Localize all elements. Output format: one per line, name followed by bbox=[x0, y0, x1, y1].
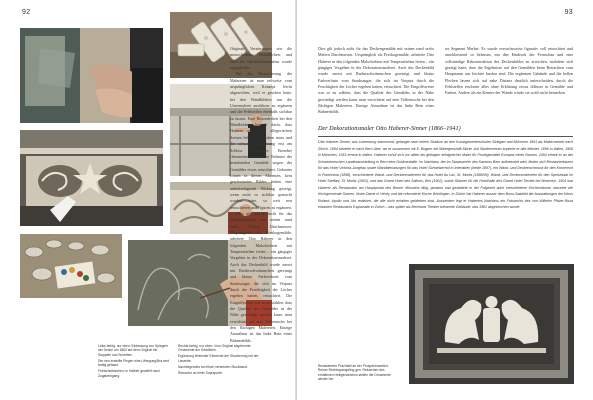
paragraph: Dies gilt jedoch nicht für das Deckengemälde mit seinen rund sechs Metern Durchmesser. Ursprünglich als Freskogemälde, arbeitete Otto Haberer in den folgenden Malschichten mit Temperafarben freien – ein gängiges Vorgehen in der Dekorationsmalerei. Auch das Deckenbild wurde zuerst mit Radierschwämmchen gereinigt und kleine Farbverluste vom Staubsauger, die sich im Verputz durch die Feuchtigkeit der Löcher ergeben hatten, retuschiert. Die Eingriffsweise war so zu wählen, dass die Qualität des Gemäldes in der Nähe gewürdigt werden kann, man verrichtete auf eine Vollretusche bei den flächigen Malereien. Einzige Ausnahme ist das linke Bein eines Bühnenbilds. bbox=[230, 210, 292, 343]
photo-lions-heraldic-panel bbox=[409, 264, 574, 384]
caption-text: Links farbig, nur oben: Einfassung von Spiegeln der Decke um 1862 auf dem Original mit Stuppeln und Scheiben. bbox=[98, 344, 168, 357]
body-text-column-3 bbox=[445, 46, 573, 108]
caption-left-col1 bbox=[98, 344, 170, 380]
caption-text: Ergänzung fehlender Elemente der Stuckierung mit der Lanzette. bbox=[178, 354, 259, 363]
caption-text: Rechts farbig, nur oben: Vom Original abgeformte Ornamente am Gewölben. bbox=[178, 344, 251, 353]
body-text-column-1 bbox=[230, 46, 292, 342]
photo-restorer-hands-wall bbox=[20, 28, 163, 123]
photo-paint-pots-palette bbox=[20, 234, 122, 298]
caption-text: Retusche an einer Supraporte. bbox=[178, 370, 223, 375]
box-biography-text: Otto Haberer-Sinner, aus Lotzenburg stammend, gelangte nach einem Studium an den Kunstgewerbeschulen Stuttgart und München 1891 als Malermeister nach Zürich. 1894 siedelte er nach Bern über, wo er zusammen mit E. Bogner ein Malergeschäft führte. Auf Studienreisen kopierte er alte Meister, 1896 in Italien, 1908 in München, 1915 erneut in Italien. Haberer schuf sich vor allem als gefragter erfolgreicher Maler für Prunkgemälde Europas einen Namen. 1904 erhielt er an der Schweizerischen Landesausstellung in Bern eine Goldmedaille. Im Nachlass, der im Staatsarchiv des Kantons Bern aufbewahrt wird, finden sich Restaurierkizzen für das Hotel Victoria-Jungfrau sowie Wandbemalungen für das Hotel Schweizerhof in Interlaken (beide 1897), ein Wand- und Deckenschmuck für den Kronenhof in Pontresina (1898), verschiedene Wand- und Deckenmalereien für das Hotel du Lac, St. Moritz (1898/99), Wand- und Deckenmalereien für den Speisesaal im Hotel Steffani, St. Moritz (1902), und das Grand Hotel des Salines, Bex (1902), sowie Skizzen für die Hotelhalle des Grand Hotel Territet bei Montreux. 1904 war Haberer als Restaurator am Hauptportal des Berner Münsters tätig, gewann und gestaltete in der Folgezeit auch verschiedene Kirchenräume, darunter die Kirchgemeinde Sarnen, Notre-Dame in Vevey und die reformierte Kirche Wohlingen. In Zürich hat Haberer ausser dem Bonn-Saalbild die Ausstattungen der Kinos Roland, Apollo und Uto realisiert, die alle nicht erhalten geblieben sind. Ausserdem legt er Haberers Nachlass ein Fotoarchiv des von Wilhelm Pfister-Rosa erbauten Restaurants Esplanade in Zürich – das später als Bernhard Theater bekannte Gebäude, das 1981 abgebrochen wurde. bbox=[318, 140, 573, 209]
box-rule bbox=[318, 136, 573, 137]
page-number-right: 93 bbox=[564, 9, 573, 16]
paragraph: Originale Verzierungen wie die monochromen Wandflächen, und auch die Oberflächenstruktur wurde angeglichen. bbox=[230, 46, 292, 71]
paragraph: Dies gilt jedoch nicht für das Deckengemälde mit seinen rund sechs Metern Durchmesser. Ursprünglich als Freskogemälde, arbeitete Otto Haberer in den folgenden Malschichten mit Temperafarben freien – ein gängiges Vorgehen in der Dekorationsmalerei. Auch das Deckenbild wurde zuerst mit Radierschwämmchen gereinigt und kleine Farbverluste vom Staubsauger, die sich im Verputz durch die Feuchtigkeit der Löcher ergeben hatten, retuschiert. Die Eingriffsweise war so zu wählen, dass die Qualität des Gemäldes in der Nähe gewürdigt werden kann, man verrichtete auf eine Vollretusche bei den flächigen Malereien. Einzige Ausnahme ist das linke Bein eines Bühnenbilds. bbox=[318, 46, 434, 115]
caption-text: Nachfolgendes am frisch versetzten Stuckband. bbox=[178, 364, 248, 369]
caption-right: Restaurierter Prachtstil an der Prospektrosetten: Reiner Rechtsgrengeling gen. Retuschen des erhaltenen Heiligenzeichns stellen die Ornamente wieder her. bbox=[318, 364, 391, 382]
body-text-column-2 bbox=[318, 46, 434, 115]
photo-star-stucco-frieze bbox=[20, 130, 163, 226]
paragraph: Bei der Restaurierung der Malereien ist man teilweise vom ursprünglichen Konzept leicht abgewichen, weil er gesehen hatte, bei den Wandbildern nur die Untermalerei ausführen zu ergänzen und die Fehlstellen ebenfalls sichtbar zu lassen. Eine Besonderheit bei den Wandbildern bestellt darin, dass Haberer zuerst die allegorischen Szenen hell gemalt haben muss und die schwarze Ausfassung erst am Schluss hinzufügte. Einzelne Ornamente wurden im Rahmen der bestehenden Gemälde wegen der Gemäldes etwas retuschiert. Gebauter Linien in diesen Akzenten, kein geschwärztes Bildes hätten eine unbefriedigende Wirkung gezeigt, wenn nicht so sichtbar gemacht worden wäre, so weit neu retuschieren und Figuren zu ergänzen. bbox=[230, 71, 292, 210]
caption-text: Feinschnitzkerien: in Halbier gewählt nach Zugabeingang. bbox=[98, 369, 160, 378]
box-heading: Der Dekorationsmaler Otto Haberer-Sinner (1866–1941) bbox=[318, 125, 461, 132]
page-number-left: 92 bbox=[22, 9, 31, 16]
paragraph: ter Segment Merbst: Es wurde versuchsweise figurativ voll retuschiert und anschliessend so belassen, um den Eindruck der Fernschau und eine vollständige Rekonstruktion des Deckenbildes zu erreichen, nachdem sich gezeigt hatte, dass die Ergebnisse auf den Gemälden beim Betrachten vom Hauptraum aus leichter fassbar sind. Die ergänzten Gebäude und die hellen Flecken lassen sich auf nahe Distanz deutlich unterscheiden, durch die Fehlstellen erscheint alles ohne Erklärung etwas diffuser in Gemälde und Farben. Andere als ein Kenner der Wände würde sie wohl nicht bemerken. bbox=[445, 46, 573, 96]
caption-text: Der neu erstellte Plegen eine Liftregung/Bra wird farbig gefasst. bbox=[98, 358, 170, 368]
caption-left-col2 bbox=[178, 344, 262, 377]
